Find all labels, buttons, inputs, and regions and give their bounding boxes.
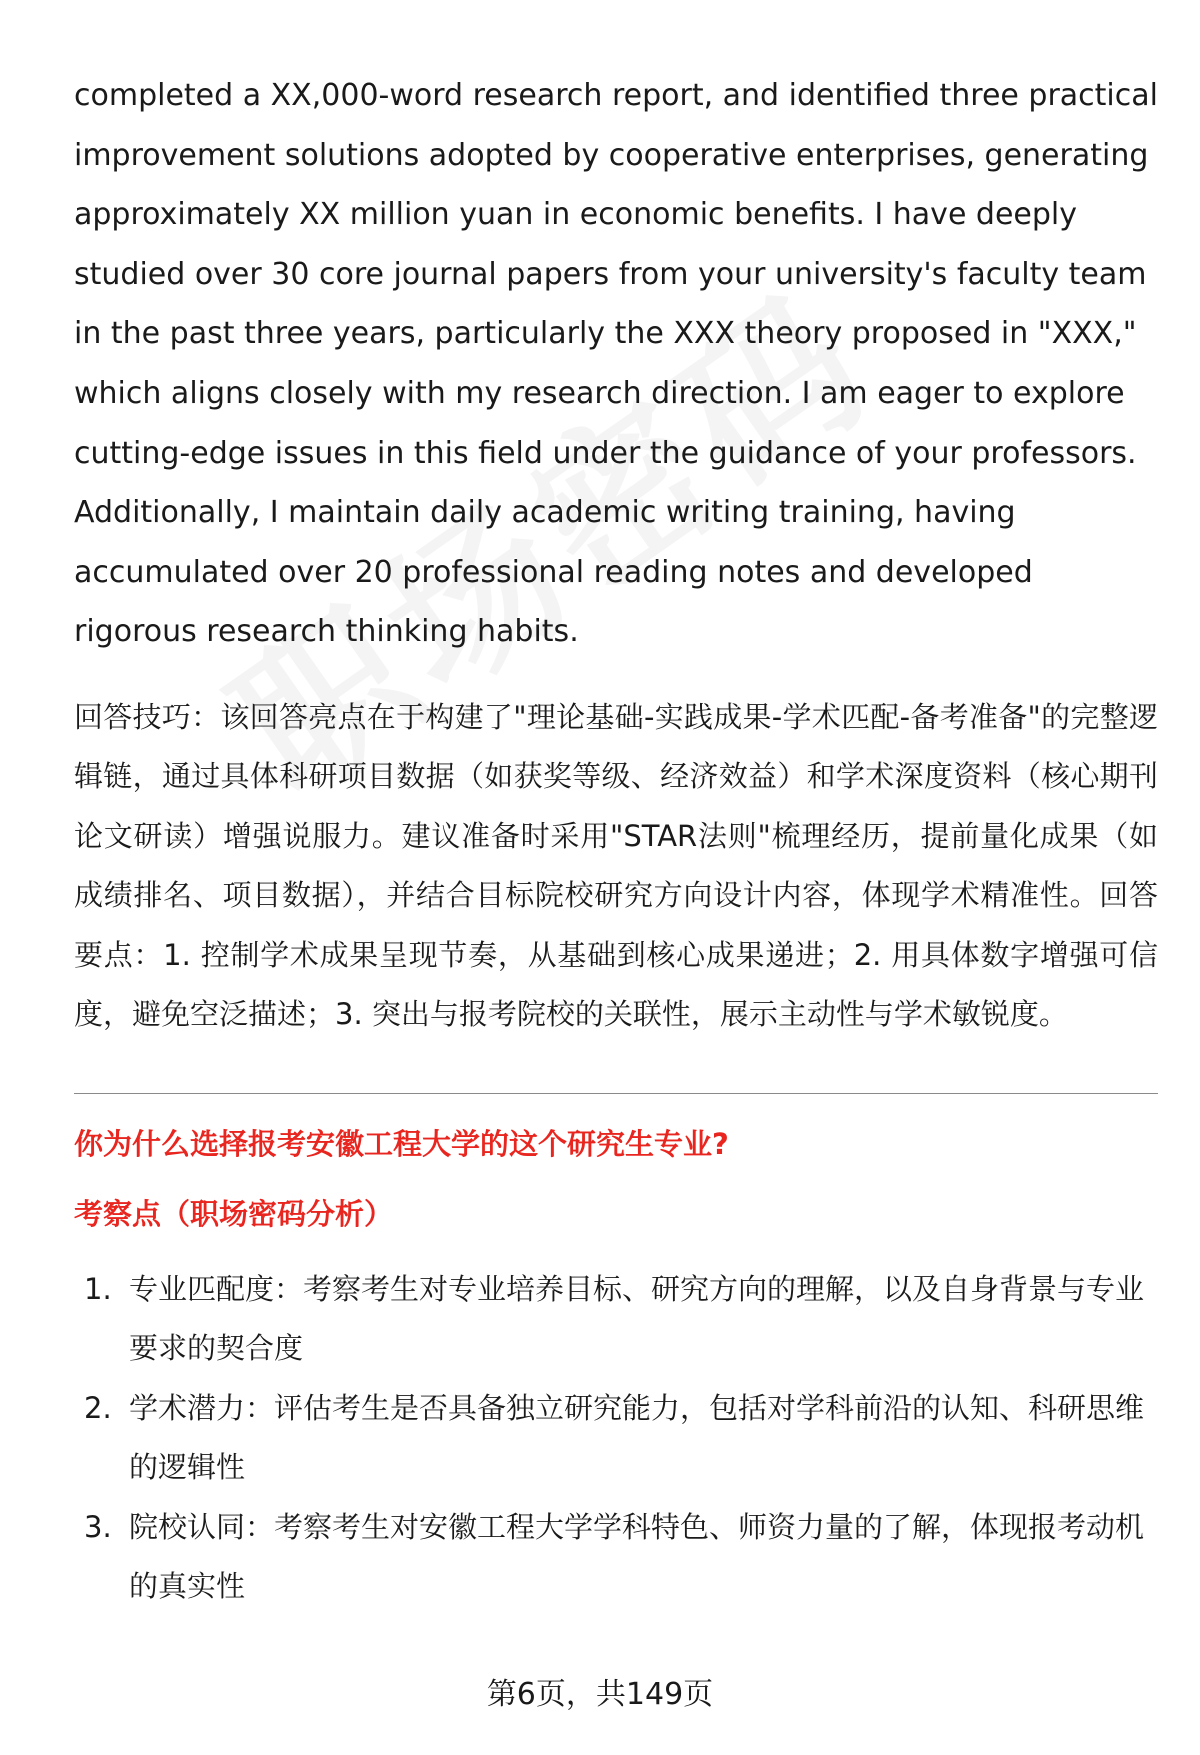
document-page xyxy=(74,66,1158,1617)
assessment-points-list xyxy=(74,1260,1158,1617)
list-item xyxy=(74,1498,1158,1617)
body-paragraph: completed a XX,000-word research report, and identified three practical improvement solutions adopted by cooperative enterprises, generating approximately XX million yuan in economic benefits. I have deeply studied over 30 core journal papers from your university's faculty team in the past three years, particularly the XXX theory proposed in "XXX," which aligns closely with my research direction. I am eager to explore cutting-edge issues in this field under the guidance of your professors. Additionally, I maintain daily academic writing training, having accumulated over 20 professional reading notes and developed rigorous research thinking habits. xyxy=(74,78,1158,650)
list-item xyxy=(74,1379,1158,1498)
list-item-number: 1. xyxy=(84,1271,112,1306)
list-item-text: 专业匹配度：考察考生对专业培养目标、研究方向的理解，以及自身背景与专业要求的契合度 xyxy=(129,1271,1145,1366)
section-title: 考察点（职场密码分析） xyxy=(74,1196,394,1231)
list-item xyxy=(74,1260,1158,1379)
answer-tips-paragraph: 回答技巧：该回答亮点在于构建了"理论基础-实践成果-学术匹配-备考准备"的完整逻辑链，通过具体科研项目数据（如获奖等级、经济效益）和学术深度资料（核心期刊论文研读）增强说服力。建议准备时采用"STAR法则"梳理经历，提前量化成果（如成绩排名、项目数据），并结合目标院校研究方向设计内容，体现学术精准性。回答要点：1. 控制学术成果呈现节奏，从基础到核心成果递进；2. 用具体数字增强可信度，避免空泛描述；3. 突出与报考院校的关联性，展示主动性与学术敏锐度。 xyxy=(74,699,1158,1032)
question-heading: 你为什么选择报考安徽工程大学的这个研究生专业? xyxy=(74,1126,729,1161)
section-divider xyxy=(74,1093,1158,1094)
list-item-number: 3. xyxy=(84,1509,112,1544)
list-item-text: 学术潜力：评估考生是否具备独立研究能力，包括对学科前沿的认知、科研思维的逻辑性 xyxy=(129,1390,1145,1485)
list-item-number: 2. xyxy=(84,1390,112,1425)
page-number-footer: 第6页，共149页 xyxy=(486,1677,714,1712)
list-item-text: 院校认同：考察考生对安徽工程大学学科特色、师资力量的了解，体现报考动机的真实性 xyxy=(129,1509,1145,1604)
